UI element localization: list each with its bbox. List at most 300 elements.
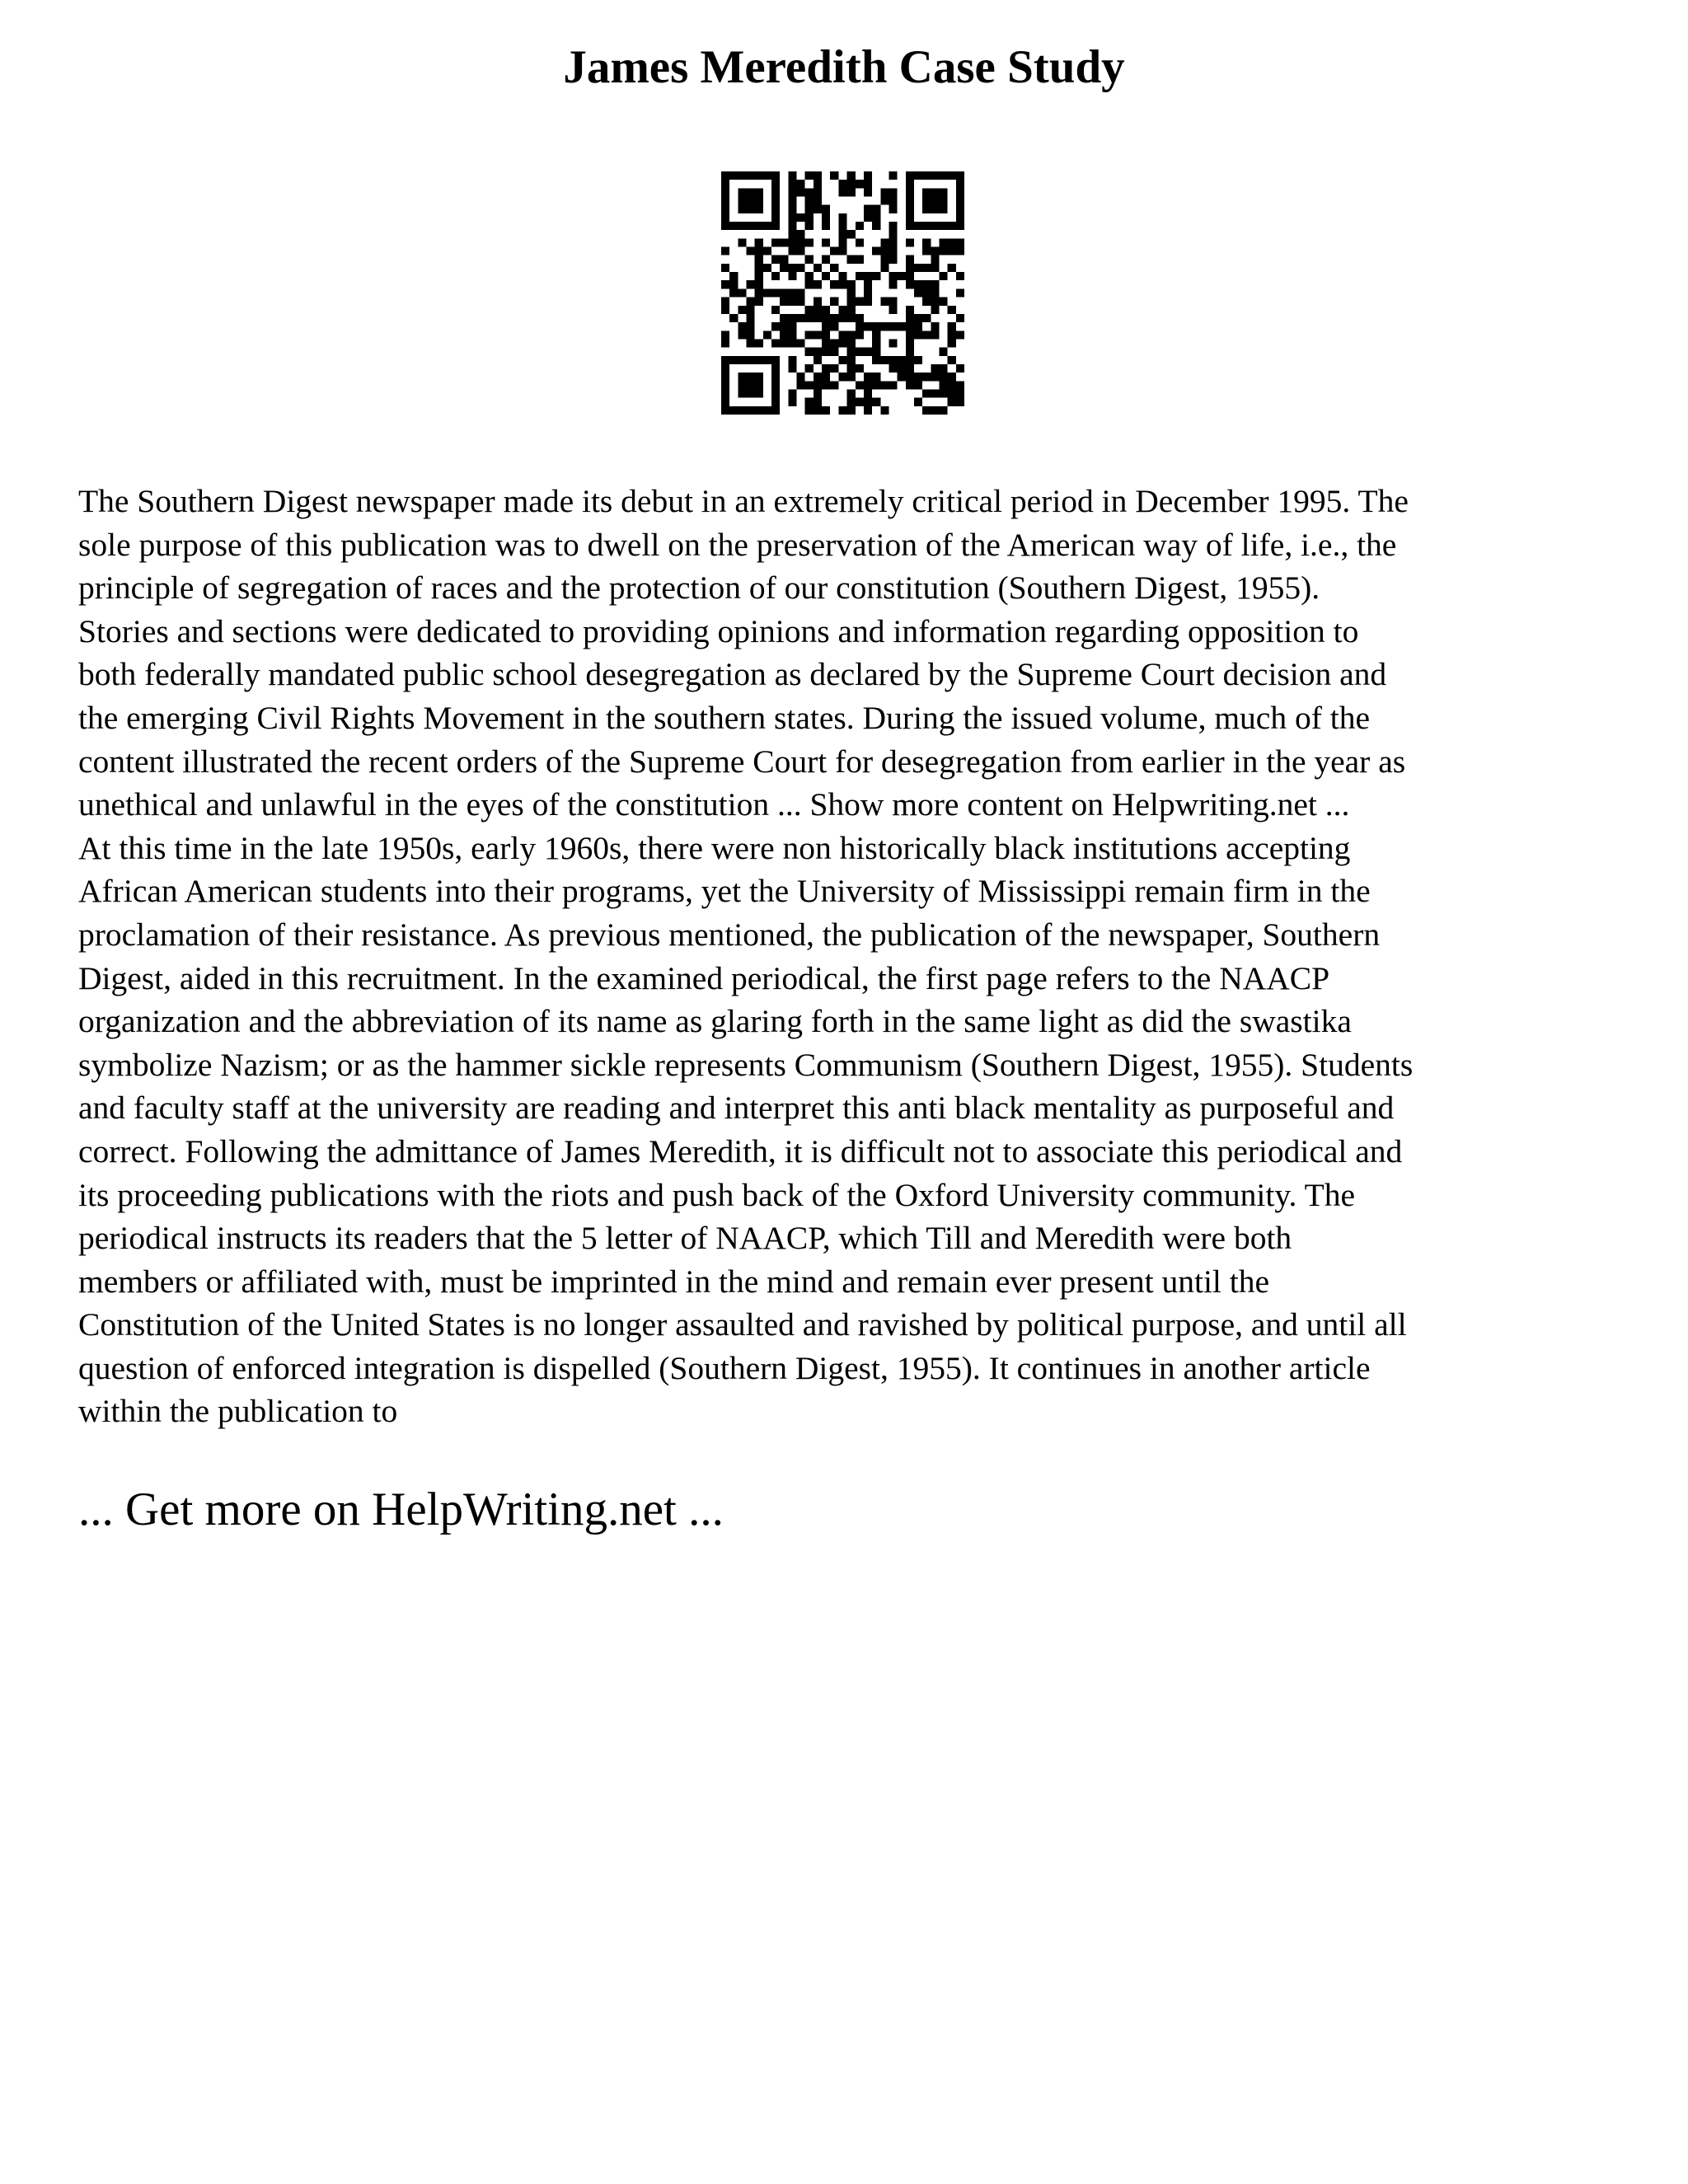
qr-module (880, 264, 889, 272)
qr-module (956, 197, 964, 205)
qr-module (872, 348, 880, 356)
qr-module (738, 381, 746, 389)
qr-module (755, 373, 763, 381)
qr-module (898, 364, 906, 373)
body-line: unethical and unlawful in the eyes of the constitution ... Show more content on Helpwriting.net ... (78, 786, 1350, 823)
qr-module (939, 272, 947, 280)
qr-module (956, 288, 964, 297)
body-line: Digest, aided in this recruitment. In the examined periodical, the first page refers to the NAACP (78, 959, 1330, 996)
qr-module (914, 314, 922, 322)
qr-module (771, 406, 780, 415)
qr-module (814, 406, 822, 415)
qr-module (956, 314, 964, 322)
qr-module (906, 197, 914, 205)
qr-module (880, 322, 889, 330)
qr-module (880, 406, 889, 415)
qr-module (797, 238, 805, 246)
qr-module (898, 356, 906, 364)
qr-module (738, 406, 746, 415)
qr-module (780, 288, 788, 297)
qr-module (856, 298, 864, 306)
qr-module (956, 205, 964, 213)
qr-module (830, 280, 838, 288)
qr-module (939, 188, 947, 196)
qr-module (864, 213, 872, 222)
qr-module (755, 272, 763, 280)
qr-module (931, 288, 939, 297)
qr-module (889, 272, 897, 280)
qr-module (864, 348, 872, 356)
qr-module (771, 356, 780, 364)
qr-module (814, 197, 822, 205)
qr-module (847, 330, 856, 339)
qr-module (721, 205, 729, 213)
qr-module (729, 314, 738, 322)
qr-module (830, 322, 838, 330)
qr-module (771, 213, 780, 222)
qr-module (771, 188, 780, 196)
qr-module (956, 272, 964, 280)
qr-module (788, 197, 796, 205)
qr-module (914, 264, 922, 272)
qr-module (721, 398, 729, 406)
qr-module (931, 389, 939, 397)
qr-module (788, 205, 796, 213)
qr-module (797, 339, 805, 347)
qr-module (956, 364, 964, 373)
body-line: organization and the abbreviation of its name as glaring forth in the same light as did the swastika (78, 1003, 1352, 1040)
qr-module (956, 238, 964, 246)
qr-module (747, 171, 755, 180)
qr-module (822, 213, 830, 222)
qr-module (797, 298, 805, 306)
qr-module (805, 314, 814, 322)
qr-module (721, 188, 729, 196)
qr-module (906, 238, 914, 246)
qr-module (738, 322, 746, 330)
qr-module (788, 213, 796, 222)
body-line: African American students into their programs, yet the University of Mississippi remain firm in the (78, 873, 1371, 910)
qr-module (755, 389, 763, 397)
qr-code-icon (721, 171, 964, 415)
qr-module (780, 330, 788, 339)
qr-module (856, 255, 864, 264)
qr-module (838, 222, 846, 230)
qr-module (889, 364, 897, 373)
qr-module (931, 306, 939, 314)
qr-module (939, 197, 947, 205)
qr-module (931, 171, 939, 180)
qr-module (906, 364, 914, 373)
qr-module (939, 238, 947, 246)
body-line: content illustrated the recent orders of the Supreme Court for desegregation from earlier in the year as (78, 743, 1406, 780)
body-line: sole purpose of this publication was to dwell on the preservation of the American way of life, i.e., the (78, 526, 1397, 563)
qr-module (872, 213, 880, 222)
qr-module (805, 348, 814, 356)
qr-module (721, 264, 729, 272)
qr-module (755, 205, 763, 213)
qr-module (898, 322, 906, 330)
qr-module (771, 171, 780, 180)
qr-module (788, 272, 796, 280)
qr-module (914, 322, 922, 330)
qr-module (914, 381, 922, 389)
qr-module (830, 364, 838, 373)
qr-module (814, 398, 822, 406)
qr-module (856, 381, 864, 389)
qr-module (721, 247, 729, 255)
qr-module (906, 264, 914, 272)
qr-module (948, 322, 956, 330)
body-line: members or affiliated with, must be imprinted in the mind and remain ever present until the (78, 1263, 1270, 1300)
qr-module (763, 406, 771, 415)
qr-module (763, 264, 771, 272)
qr-module (872, 339, 880, 347)
qr-module (956, 222, 964, 230)
qr-module (872, 373, 880, 381)
qr-module (729, 222, 738, 230)
qr-module (847, 339, 856, 347)
qr-module (847, 255, 856, 264)
qr-module (721, 222, 729, 230)
qr-module (939, 298, 947, 306)
qr-module (906, 322, 914, 330)
qr-module (780, 238, 788, 246)
qr-module (931, 188, 939, 196)
qr-module (939, 205, 947, 213)
qr-module (755, 298, 763, 306)
qr-module (780, 322, 788, 330)
qr-module (922, 188, 931, 196)
qr-module (931, 205, 939, 213)
qr-module (948, 398, 956, 406)
qr-module (822, 272, 830, 280)
qr-module (956, 188, 964, 196)
qr-module (788, 188, 796, 196)
qr-module (948, 238, 956, 246)
qr-module (763, 356, 771, 364)
qr-module (906, 339, 914, 347)
qr-module (747, 247, 755, 255)
qr-module (847, 306, 856, 314)
qr-module (822, 348, 830, 356)
qr-module (738, 389, 746, 397)
qr-module (738, 171, 746, 180)
qr-module (856, 322, 864, 330)
qr-module (738, 373, 746, 381)
qr-module (721, 197, 729, 205)
qr-module (838, 339, 846, 347)
qr-module (864, 389, 872, 397)
qr-code-graphic (721, 171, 964, 415)
qr-module (864, 373, 872, 381)
qr-module (738, 188, 746, 196)
qr-module (755, 238, 763, 246)
qr-module (838, 213, 846, 222)
qr-module (872, 330, 880, 339)
body-line: Stories and sections were dedicated to providing opinions and information regarding opposition to (78, 612, 1359, 649)
qr-module (788, 247, 796, 255)
qr-module (830, 381, 838, 389)
qr-module (922, 373, 931, 381)
qr-module (939, 406, 947, 415)
qr-module (805, 213, 814, 222)
qr-module (755, 255, 763, 264)
qr-module (814, 389, 822, 397)
qr-module (729, 288, 738, 297)
qr-module (729, 356, 738, 364)
qr-module (856, 180, 864, 188)
qr-module (797, 264, 805, 272)
qr-module (914, 288, 922, 297)
body-line: periodical instructs its readers that the 5 letter of NAACP, which Till and Meredith were both (78, 1220, 1292, 1257)
qr-module (771, 364, 780, 373)
qr-module (847, 314, 856, 322)
qr-module (864, 322, 872, 330)
qr-module (788, 398, 796, 406)
qr-module (822, 381, 830, 389)
qr-module (788, 339, 796, 347)
qr-module (872, 272, 880, 280)
qr-module (847, 180, 856, 188)
qr-module (755, 197, 763, 205)
qr-module (948, 373, 956, 381)
qr-module (797, 373, 805, 381)
qr-module (838, 272, 846, 280)
qr-module (755, 222, 763, 230)
qr-module (939, 381, 947, 389)
qr-module (872, 322, 880, 330)
qr-module (771, 339, 780, 347)
qr-module (906, 272, 914, 280)
qr-module (830, 171, 838, 180)
qr-module (922, 264, 931, 272)
qr-module (721, 306, 729, 314)
qr-module (914, 171, 922, 180)
qr-module (856, 314, 864, 322)
qr-module (763, 330, 771, 339)
qr-module (939, 222, 947, 230)
qr-module (880, 298, 889, 306)
qr-module (906, 171, 914, 180)
qr-module (780, 298, 788, 306)
qr-module (931, 264, 939, 272)
qr-module (931, 373, 939, 381)
qr-module (922, 330, 931, 339)
qr-module (856, 272, 864, 280)
qr-module (889, 255, 897, 264)
qr-module (914, 280, 922, 288)
qr-module (822, 406, 830, 415)
qr-module (771, 389, 780, 397)
qr-module (847, 280, 856, 288)
qr-module (931, 247, 939, 255)
qr-module (771, 373, 780, 381)
qr-module (763, 222, 771, 230)
qr-module (914, 373, 922, 381)
qr-module (805, 205, 814, 213)
qr-module (889, 188, 897, 196)
qr-module (805, 171, 814, 180)
qr-module (939, 373, 947, 381)
qr-module (814, 171, 822, 180)
qr-module (847, 398, 856, 406)
qr-module (889, 238, 897, 246)
qr-module (738, 306, 746, 314)
qr-module (797, 314, 805, 322)
qr-module (889, 356, 897, 364)
qr-module (771, 180, 780, 188)
qr-module (838, 406, 846, 415)
qr-module (747, 197, 755, 205)
qr-module (847, 373, 856, 381)
qr-module (838, 280, 846, 288)
qr-module (755, 188, 763, 196)
qr-module (805, 197, 814, 205)
qr-module (922, 288, 931, 297)
qr-module (864, 205, 872, 213)
body-line: principle of segregation of races and the protection of our constitution (Southern Digest, 1955). (78, 569, 1320, 607)
qr-module (805, 280, 814, 288)
qr-module (864, 406, 872, 415)
qr-module (864, 288, 872, 297)
qr-module (906, 373, 914, 381)
qr-module (747, 330, 755, 339)
qr-module (922, 247, 931, 255)
qr-module (931, 406, 939, 415)
qr-module (847, 171, 856, 180)
qr-module (747, 389, 755, 397)
page-title: James Meredith Case Study (563, 41, 1125, 93)
qr-module (805, 398, 814, 406)
qr-module (931, 364, 939, 373)
qr-module (838, 247, 846, 255)
qr-module (931, 322, 939, 330)
qr-module (906, 330, 914, 339)
qr-module (771, 398, 780, 406)
qr-module (814, 373, 822, 381)
qr-module (822, 255, 830, 264)
qr-module (805, 255, 814, 264)
qr-module (889, 339, 897, 347)
qr-module (948, 381, 956, 389)
qr-module (721, 381, 729, 389)
qr-module (755, 171, 763, 180)
qr-module (747, 339, 755, 347)
qr-module (922, 389, 931, 397)
qr-module (889, 306, 897, 314)
qr-module (788, 389, 796, 397)
qr-module (763, 171, 771, 180)
qr-module (948, 389, 956, 397)
qr-module (788, 238, 796, 246)
qr-module (931, 197, 939, 205)
qr-module (755, 381, 763, 389)
qr-module (805, 406, 814, 415)
qr-module (771, 197, 780, 205)
qr-module (771, 288, 780, 297)
qr-module (948, 264, 956, 272)
body-line: Constitution of the United States is no longer assaulted and ravished by political purpose, and until all (78, 1306, 1407, 1343)
qr-module (948, 171, 956, 180)
qr-module (922, 406, 931, 415)
qr-module (847, 298, 856, 306)
qr-module (847, 406, 856, 415)
qr-module (948, 247, 956, 255)
qr-module (906, 381, 914, 389)
qr-module (729, 171, 738, 180)
qr-module (747, 205, 755, 213)
qr-module (838, 230, 846, 238)
qr-module (880, 188, 889, 196)
qr-module (856, 222, 864, 230)
qr-module (822, 364, 830, 373)
qr-module (939, 171, 947, 180)
qr-module (864, 298, 872, 306)
qr-module (889, 230, 897, 238)
qr-module (738, 330, 746, 339)
qr-module (755, 339, 763, 347)
qr-module (822, 205, 830, 213)
qr-module (814, 314, 822, 322)
qr-module (906, 188, 914, 196)
qr-module (880, 381, 889, 389)
qr-module (788, 298, 796, 306)
qr-module (747, 280, 755, 288)
qr-module (939, 247, 947, 255)
qr-module (948, 339, 956, 347)
qr-module (814, 298, 822, 306)
qr-module (880, 197, 889, 205)
qr-module (822, 238, 830, 246)
qr-module (755, 356, 763, 364)
qr-module (956, 213, 964, 222)
qr-module (822, 339, 830, 347)
qr-module (755, 247, 763, 255)
qr-module (788, 171, 796, 180)
qr-module (931, 222, 939, 230)
qr-module (738, 222, 746, 230)
qr-module (838, 314, 846, 322)
qr-module (856, 330, 864, 339)
qr-module (747, 381, 755, 389)
qr-module (948, 306, 956, 314)
qr-module (872, 398, 880, 406)
qr-module (721, 298, 729, 306)
body-line: and faculty staff at the university are reading and interpret this anti black mentality as purposeful and (78, 1090, 1395, 1127)
qr-module (721, 389, 729, 397)
qr-module (922, 222, 931, 230)
qr-module (755, 406, 763, 415)
get-more-link-text: ... Get more on HelpWriting.net ... (78, 1483, 724, 1535)
body-line: its proceeding publications with the riots and push back of the Oxford University community. The (78, 1176, 1355, 1213)
qr-module (922, 197, 931, 205)
qr-module (771, 306, 780, 314)
qr-module (847, 356, 856, 364)
qr-module (822, 314, 830, 322)
qr-module (738, 197, 746, 205)
qr-module (721, 213, 729, 222)
body-paragraph (78, 480, 1628, 1433)
qr-module (721, 364, 729, 373)
qr-module (847, 188, 856, 196)
qr-module (889, 222, 897, 230)
body-line: both federally mandated public school desegregation as declared by the Supreme Court decision and (78, 656, 1387, 693)
qr-module (805, 330, 814, 339)
qr-module (814, 381, 822, 389)
qr-module (880, 238, 889, 246)
qr-module (906, 306, 914, 314)
